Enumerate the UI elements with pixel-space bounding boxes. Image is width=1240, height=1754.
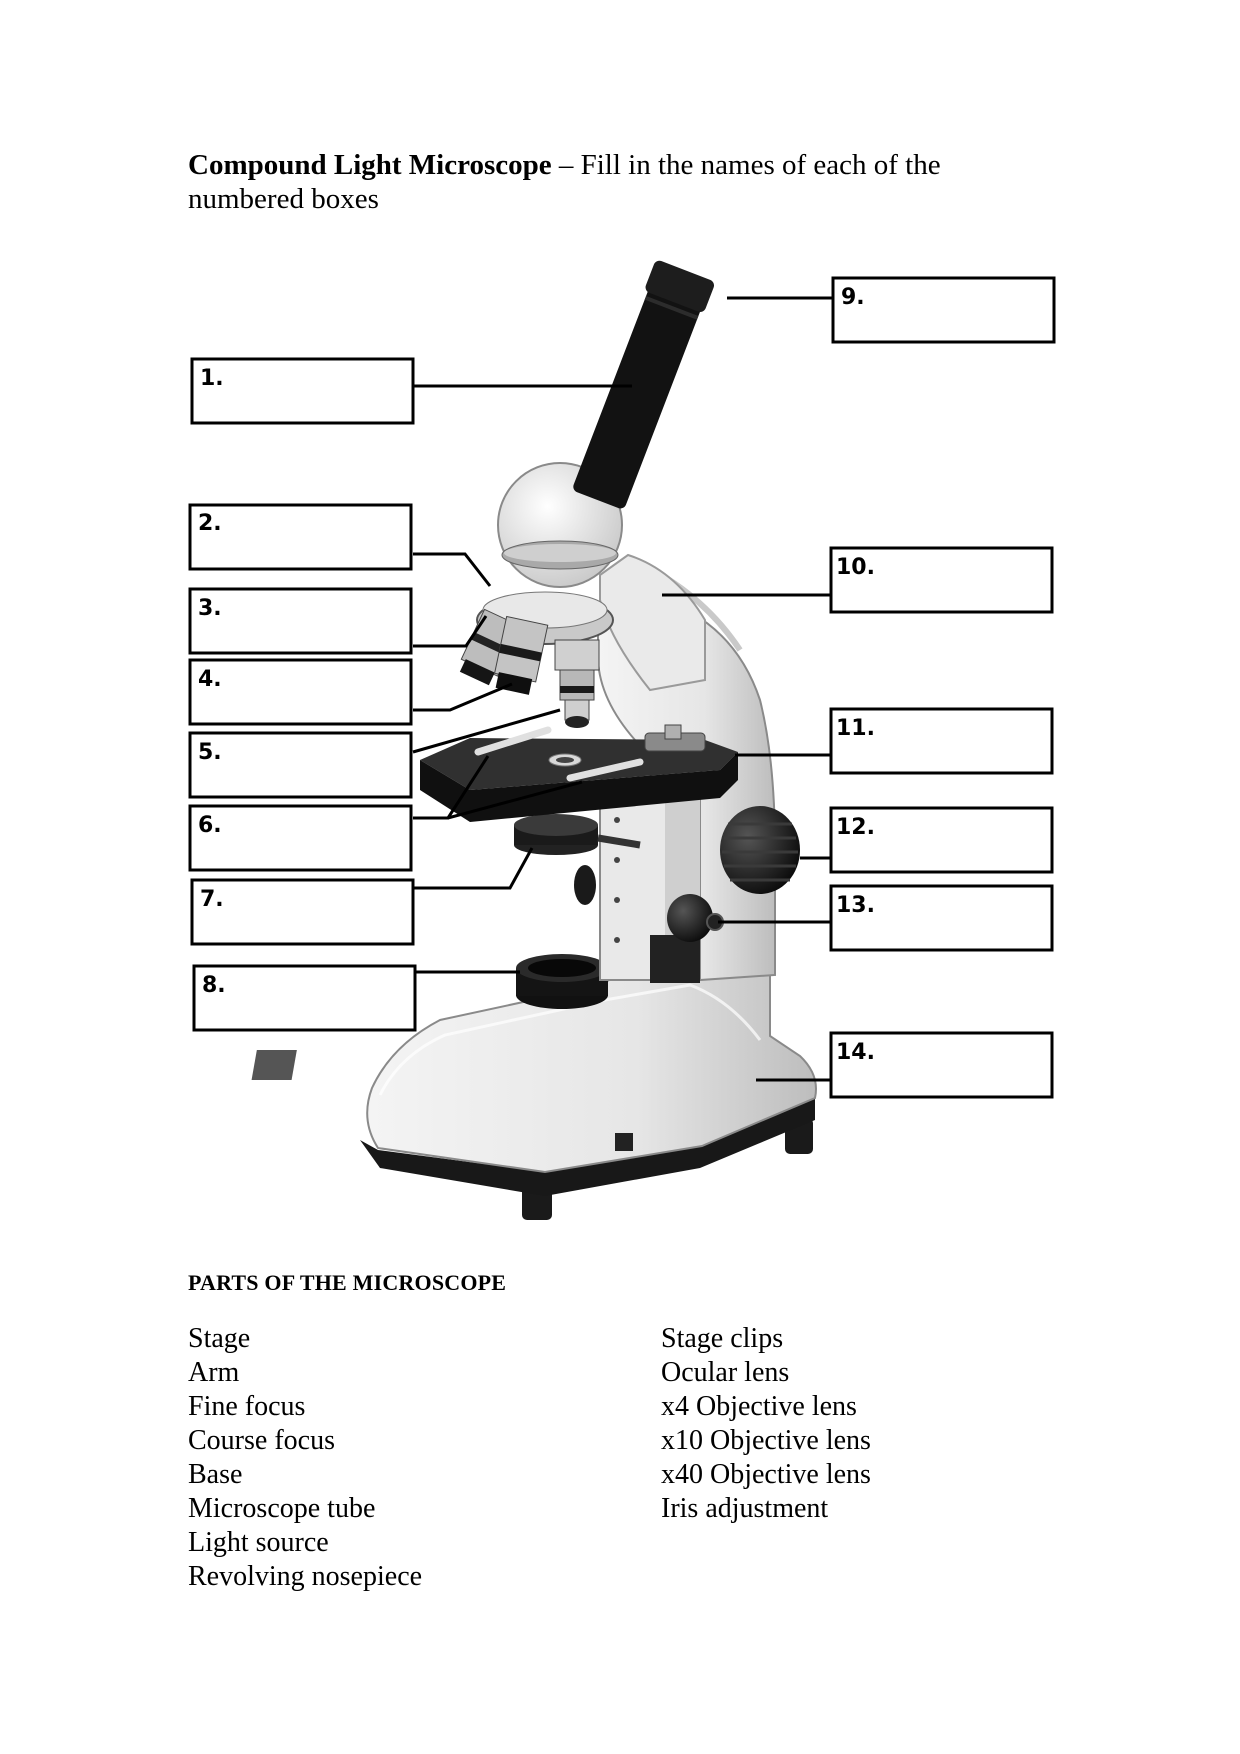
part-name: Ocular lens [661,1357,790,1388]
box-number: 5. [198,740,222,765]
power-switch [615,1133,633,1151]
answer-box-3[interactable] [190,589,411,653]
box-number: 10. [836,555,875,580]
box-number: 1. [200,366,224,391]
box-number: 11. [836,716,875,741]
brand-logo [252,1050,297,1080]
part-name: Light source [188,1527,329,1558]
answer-box-7[interactable] [192,880,413,944]
answer-box-1[interactable] [192,359,413,423]
box-number: 4. [198,667,222,692]
answer-box-5[interactable] [190,733,411,797]
fine-focus-knob [667,894,713,942]
parts-list-right [661,1322,871,1526]
part-name: Stage [188,1323,251,1354]
box-number: 14. [836,1040,875,1065]
parts-list-left [188,1322,422,1594]
part-name: x10 Objective lens [661,1425,871,1456]
part-name: Microscope tube [188,1493,376,1524]
answer-box-4[interactable] [190,660,411,724]
answer-box-9[interactable] [833,278,1054,342]
part-name: Revolving nosepiece [188,1561,423,1592]
box-number: 12. [836,815,875,840]
box-number: 9. [841,285,865,310]
parts-heading: PARTS OF THE MICROSCOPE [188,1270,507,1295]
title-bold: Compound Light Microscope [188,149,552,181]
part-name: Iris adjustment [661,1493,829,1524]
box-number: 7. [200,887,224,912]
answer-box-6[interactable] [190,806,411,870]
objective-x40 [555,640,599,728]
part-name: Stage clips [661,1323,784,1354]
box-number: 3. [198,596,222,621]
box-number: 13. [836,893,875,918]
part-name: Arm [188,1357,240,1388]
part-name: Course focus [188,1425,335,1456]
box-number: 2. [198,511,222,536]
part-name: x40 Objective lens [661,1459,871,1490]
part-name: Fine focus [188,1391,306,1422]
answer-box-2[interactable] [190,505,411,569]
part-name: Base [188,1459,243,1490]
answer-box-8[interactable] [194,966,415,1030]
box-number: 6. [198,813,222,838]
part-name: x4 Objective lens [661,1391,857,1422]
box-number: 8. [202,973,226,998]
title-instruction: – Fill in the names of each of the numbered boxes [188,149,941,215]
